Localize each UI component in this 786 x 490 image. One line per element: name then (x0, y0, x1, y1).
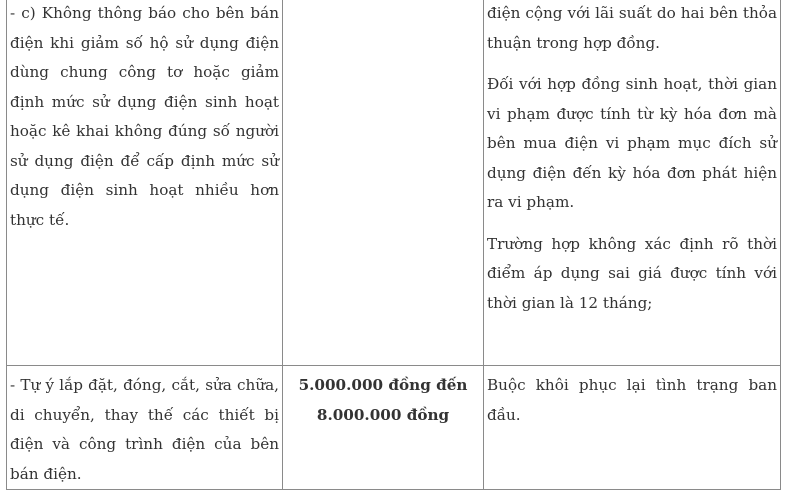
fine-amount-to: 8.000.000 đồng (316, 405, 450, 424)
violation-cell (7, 0, 283, 366)
violation-text: - Tự ý lắp đặt, đóng, cắt, sửa chữa, di chuyển, thay thế các thiết bị điện và công trình điện của bên bán điện. (10, 376, 279, 483)
remedy-cell (484, 366, 781, 490)
penalty-table (6, 0, 781, 490)
remedy-cell (484, 0, 781, 366)
fine-cell (283, 0, 484, 366)
remedy-paragraph: điện cộng với lãi suất do hai bên thỏa thuận trong hợp đồng. (487, 4, 777, 52)
remedy-paragraph: Buộc khôi phục lại tình trạng ban đầu. (487, 376, 777, 424)
fine-amount-from: 5.000.000 đồng đến (298, 376, 468, 394)
remedy-paragraph: Trường hợp không xác định rõ thời điểm áp dụng sai giá được tính với thời gian là 12 tháng; (487, 234, 777, 312)
remedy-paragraph: Đối với hợp đồng sinh hoạt, thời gian vi phạm được tính từ kỳ hóa đơn mà bên mua điện vi phạm mục đích sử dụng điện đến kỳ hóa đơn phát hiện ra vi phạm. (487, 75, 777, 211)
fine-cell (283, 366, 484, 490)
violation-text: - c) Không thông báo cho bên bán điện khi giảm số hộ sử dụng điện dùng chung công tơ hoặc giảm định mức sử dụng điện sinh hoạt hoặc kê khai không đúng số người sử dụng điện để cấp định mức sử dụng điện sinh hoạt nhiều hơn thực tế. (10, 4, 279, 229)
violation-cell (7, 366, 283, 490)
table-row (7, 366, 781, 490)
table-row (7, 0, 781, 366)
